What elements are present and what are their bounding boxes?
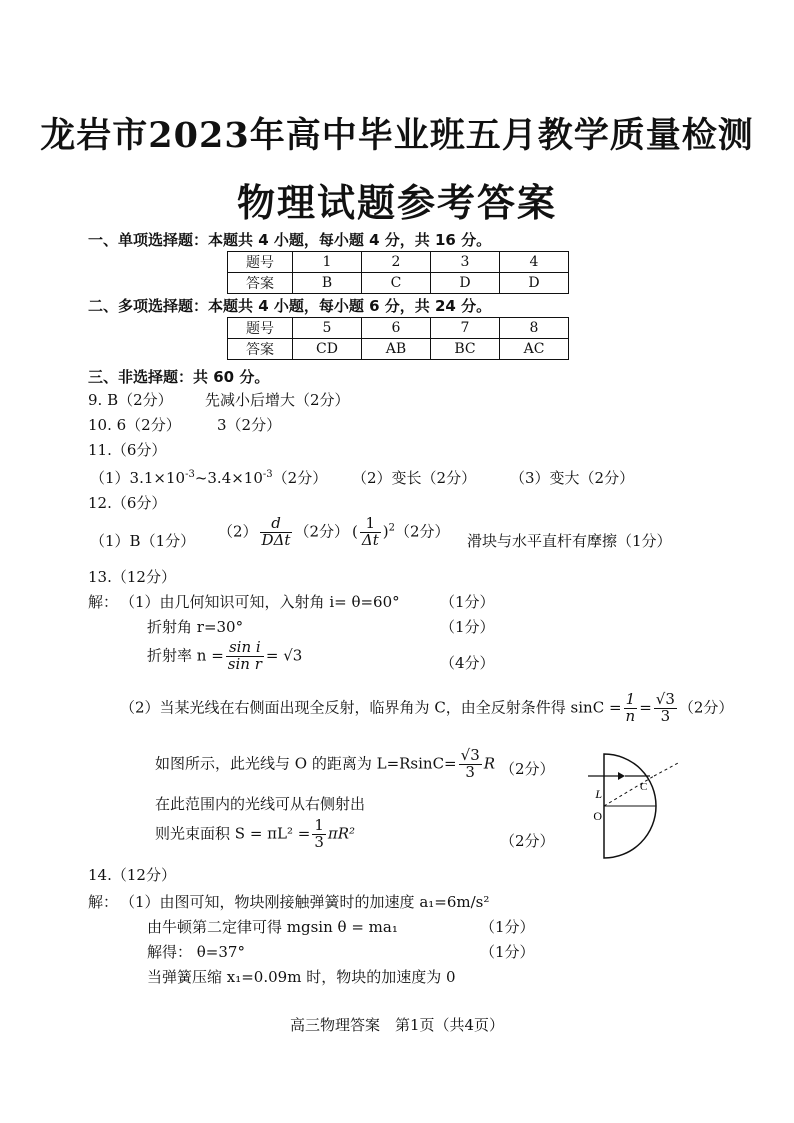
- q9-answer-a: 9. B（2分）: [88, 391, 173, 409]
- question-number-cell: 2: [362, 252, 431, 273]
- q12-part2-label: （2）: [218, 522, 258, 541]
- q12-part2: [218, 516, 349, 549]
- section2-answer-table: [227, 317, 569, 360]
- fraction-numerator: √3: [655, 690, 675, 708]
- q11-part1-score: （2分）: [272, 469, 328, 487]
- q11-part1: [90, 467, 327, 488]
- question-number-cell: 5: [293, 318, 362, 339]
- q13-lens-figure: [588, 748, 688, 860]
- q14-line2: 由牛顿第二定律可得 mgsin θ = ma₁: [147, 918, 398, 936]
- section1-heading: 一、单项选择题：本题共 4 小题，每小题 4 分，共 16 分。: [88, 231, 492, 249]
- q13-line3: [147, 640, 302, 673]
- q12-part3-score: （2分）: [394, 522, 450, 541]
- q13-line4-pre: （2）当某光线在右侧面出现全反射，临界角为 C，由全反射条件得 sinC =: [120, 698, 622, 717]
- right-paren: ): [382, 522, 389, 541]
- q12-part3-fraction: [360, 516, 381, 549]
- q14-line1: （1）由图可知，物块刚接触弹簧时的加速度 a₁=6m/s²: [120, 893, 490, 911]
- q13-line5-post: R: [483, 754, 496, 773]
- q11-part2: （2）变长（2分）: [352, 469, 477, 487]
- q13-line5-fraction: [459, 748, 482, 781]
- table-row: [228, 318, 569, 339]
- q13-line7-score: （2分）: [500, 832, 555, 850]
- q11-heading: 11.（6分）: [88, 441, 167, 459]
- left-paren: (: [352, 522, 358, 541]
- fraction-numerator: 1: [314, 816, 324, 834]
- fraction-denominator: n: [625, 706, 636, 725]
- q13-line4-eq: =: [639, 698, 652, 717]
- table-header-cell: 答案: [228, 273, 293, 294]
- q12-heading: 12.（6分）: [88, 494, 167, 512]
- q11-part1-mid: ~3.4×10: [194, 469, 263, 487]
- q11-part3: （3）变大（2分）: [510, 469, 635, 487]
- q12-part1: （1）B（1分）: [90, 532, 196, 550]
- question-number-cell: 8: [500, 318, 569, 339]
- q13-line5: [155, 748, 495, 781]
- page-title: 龙岩市2023年高中毕业班五月教学质量检测: [40, 115, 754, 156]
- q12-part3-exp: 2: [388, 522, 395, 534]
- normal-line: [654, 762, 680, 776]
- q13-line7-post: πR²: [327, 824, 356, 843]
- question-number-cell: 4: [500, 252, 569, 273]
- fraction-denominator: 3: [465, 762, 475, 781]
- page-subtitle: 物理试题参考答案: [236, 180, 557, 225]
- section1-answer-table: [227, 251, 569, 294]
- arrow-icon: [618, 772, 625, 780]
- table-header-cell: 题号: [228, 252, 293, 273]
- table-header-cell: 题号: [228, 318, 293, 339]
- fraction-denominator: 3: [660, 706, 671, 725]
- q9-answer-b: 先减小后增大（2分）: [205, 391, 350, 409]
- q13-line4-score: （2分）: [678, 698, 734, 717]
- fraction-numerator: sin i: [226, 640, 264, 657]
- q13-line4-fraction2: [654, 692, 677, 725]
- q14-line3: 解得： θ=37°: [147, 943, 245, 961]
- fraction-denominator: 3: [314, 832, 324, 851]
- q13-line3-pre: 折射率 n =: [147, 646, 224, 665]
- section3-heading: 三、非选择题：共 60 分。: [88, 368, 270, 386]
- fraction-numerator: 1: [360, 516, 381, 533]
- q13-line7-fraction: [312, 818, 326, 851]
- answer-cell: C: [362, 273, 431, 294]
- q10-answer-a: 10. 6（2分）: [88, 416, 181, 434]
- label-O: O: [593, 809, 602, 823]
- answer-cell: AC: [500, 339, 569, 360]
- q13-solution-label: 解：: [88, 593, 119, 611]
- answer-cell: BC: [431, 339, 500, 360]
- q13-line7: [155, 818, 355, 851]
- q11-part1-exp1: -3: [185, 469, 195, 480]
- q14-line2-score: （1分）: [480, 918, 535, 936]
- q13-line5-pre: 如图所示，此光线与 O 的距离为 L=RsinC=: [155, 754, 457, 773]
- q13-line1: （1）由几何知识可知，入射角 i= θ=60°: [120, 593, 400, 611]
- label-L: L: [595, 787, 602, 801]
- q13-line1-score: （1分）: [440, 593, 495, 611]
- q14-heading: 14.（12分）: [88, 866, 176, 884]
- table-row: [228, 252, 569, 273]
- q13-line3-fraction: [226, 640, 264, 673]
- answer-cell: AB: [362, 339, 431, 360]
- table-header-cell: 答案: [228, 339, 293, 360]
- fraction-numerator: d: [260, 516, 293, 533]
- q13-line7-pre: 则光束面积 S = πL² =: [155, 824, 311, 843]
- q13-line4-fraction1: [624, 692, 638, 725]
- q13-line2: 折射角 r=30°: [147, 618, 244, 636]
- q13-line4: [120, 692, 733, 725]
- answer-cell: D: [431, 273, 500, 294]
- table-row: [228, 339, 569, 360]
- q12-part2-score: （2分）: [294, 522, 349, 541]
- fraction-denominator: sin r: [227, 654, 262, 673]
- answer-cell: CD: [293, 339, 362, 360]
- fraction-numerator: √3: [460, 746, 480, 764]
- question-number-cell: 1: [293, 252, 362, 273]
- fraction-denominator: Δt: [361, 530, 379, 549]
- q13-line3-post: = √3: [265, 646, 303, 665]
- question-number-cell: 6: [362, 318, 431, 339]
- answer-cell: D: [500, 273, 569, 294]
- q10-answer-b: 3（2分）: [217, 416, 282, 434]
- q13-line2-score: （1分）: [440, 618, 495, 636]
- q14-solution-label: 解：: [88, 893, 119, 911]
- table-row: [228, 273, 569, 294]
- q13-line6: 在此范围内的光线可从右侧射出: [155, 795, 366, 813]
- page-footer: 高三物理答案 第1页（共4页）: [289, 1016, 505, 1034]
- q12-part3: [352, 516, 450, 549]
- q12-part2-fraction: [260, 516, 293, 549]
- q11-part1-pre: （1）3.1×10: [90, 469, 186, 487]
- fraction-numerator: 1: [624, 692, 638, 709]
- question-number-cell: 7: [431, 318, 500, 339]
- q14-line4: 当弹簧压缩 x₁=0.09m 时，物块的加速度为 0: [147, 968, 456, 986]
- fraction-denominator: DΔt: [261, 530, 291, 549]
- q13-line3-score: （4分）: [440, 654, 495, 672]
- section2-heading: 二、多项选择题：本题共 4 小题，每小题 6 分，共 24 分。: [88, 297, 492, 315]
- q14-line3-score: （1分）: [480, 943, 535, 961]
- q13-line5-score: （2分）: [500, 760, 555, 778]
- q13-heading: 13.（12分）: [88, 568, 176, 586]
- label-C: C: [640, 781, 648, 793]
- question-number-cell: 3: [431, 252, 500, 273]
- answer-cell: B: [293, 273, 362, 294]
- q11-part1-exp2: -3: [262, 469, 273, 480]
- q12-part4: 滑块与水平直杆有摩擦（1分）: [467, 532, 672, 550]
